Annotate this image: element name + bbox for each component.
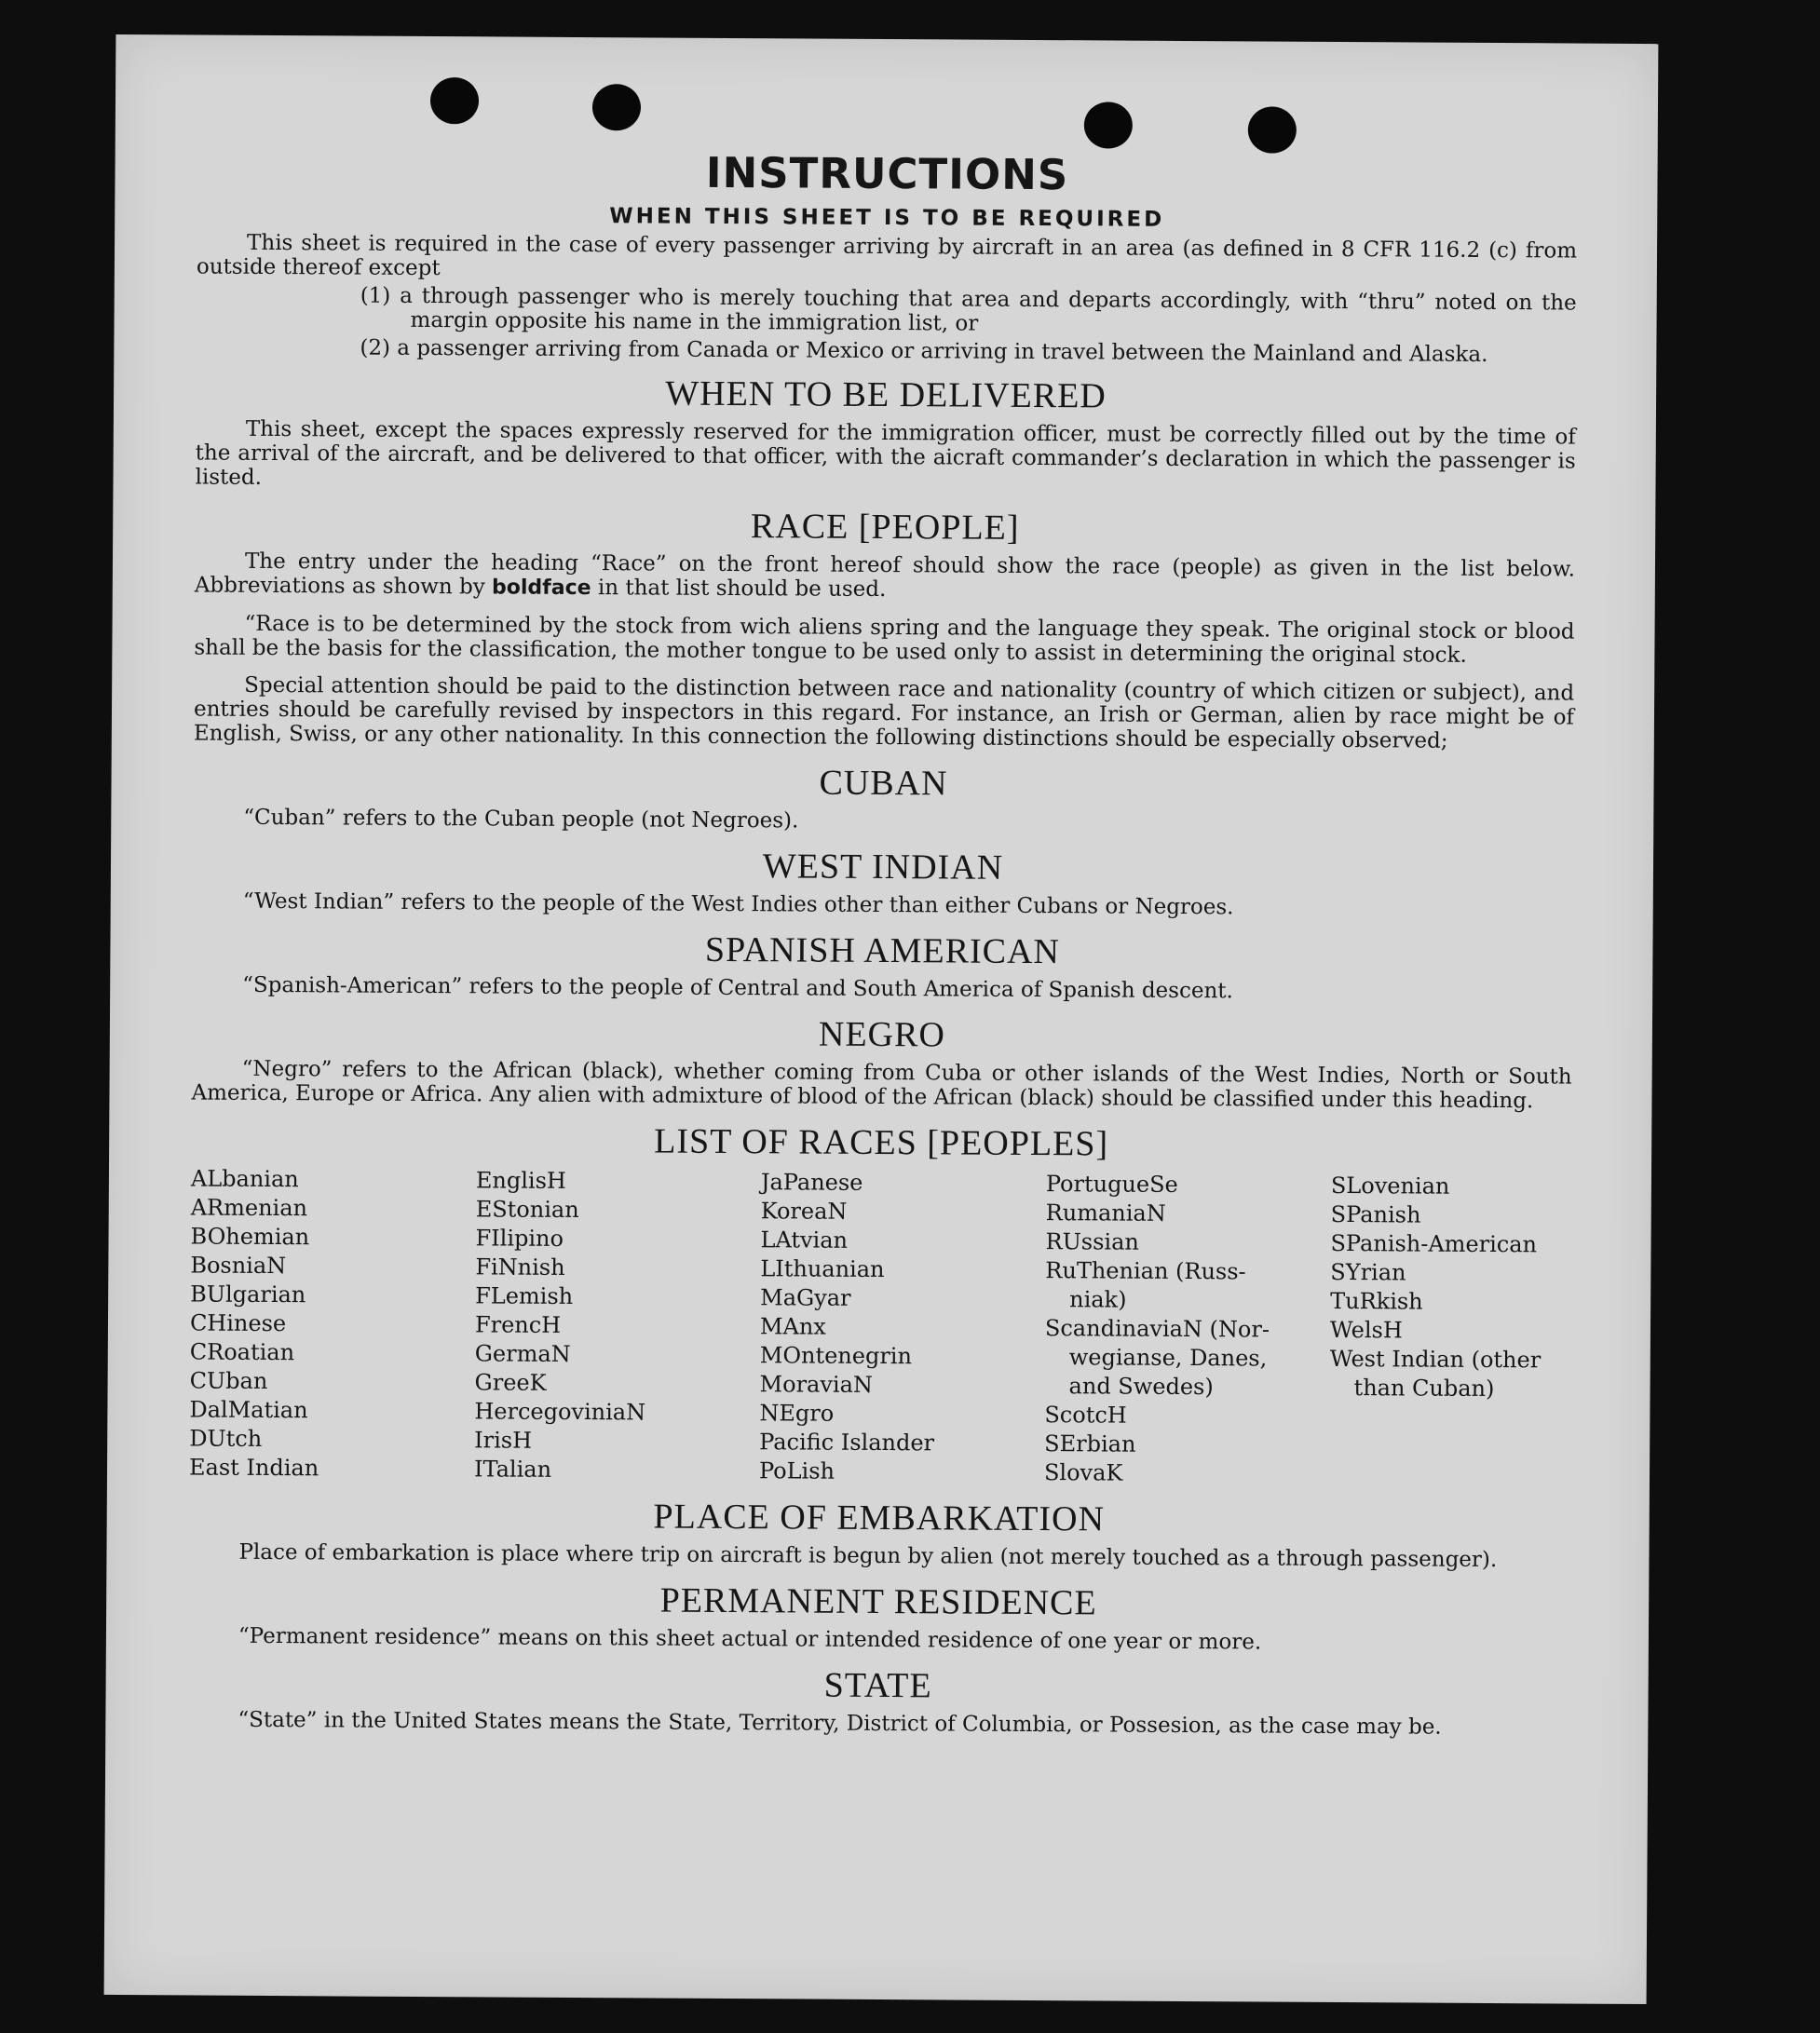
races-column [1329, 1172, 1571, 1491]
paragraph [195, 549, 1575, 606]
race-item: GermaN [474, 1340, 571, 1367]
race-item: RUssian [1045, 1228, 1140, 1255]
paragraph: “Spanish-American” refers to the people of Central and South America of Spanish descent. [242, 972, 1233, 1004]
race-item: MoraviaN [759, 1371, 874, 1398]
section-heading: PERMANENT RESIDENCE [659, 1580, 1097, 1623]
race-item: SPanish [1330, 1200, 1421, 1228]
race-item: FLemish [475, 1282, 574, 1309]
race-item: ITalian [473, 1456, 552, 1483]
race-item: GreeK [474, 1369, 547, 1396]
race-item: HercegoviniaN [474, 1398, 646, 1426]
punch-hole [430, 77, 479, 124]
race-item: SErbian [1044, 1430, 1136, 1457]
section-heading: STATE [823, 1665, 932, 1706]
race-item: RuThenian (Russ- [1045, 1257, 1246, 1285]
races-column [189, 1164, 476, 1484]
race-item: LAtvian [760, 1227, 849, 1254]
race-item: NEgro [759, 1400, 835, 1427]
race-item: TuRkish [1330, 1287, 1423, 1315]
punch-hole [1084, 102, 1133, 148]
document-page [104, 34, 1659, 2004]
section-heading: SPANISH AMERICAN [704, 929, 1061, 972]
section-heading: RACE [PEOPLE] [750, 507, 1020, 548]
races-column [474, 1166, 761, 1485]
race-item: than Cuban) [1353, 1375, 1495, 1403]
race-item: EnglisH [475, 1167, 566, 1194]
document-body [187, 146, 1577, 1753]
race-item: MaGyar [760, 1284, 851, 1311]
race-item: BUlgarian [190, 1281, 306, 1308]
section-heading: WEST INDIAN [762, 847, 1004, 888]
punch-hole [592, 84, 641, 130]
race-item: IrisH [474, 1427, 533, 1454]
section-heading: NEGRO [818, 1014, 945, 1055]
race-item: CUban [189, 1367, 268, 1394]
race-item: FiNnish [475, 1254, 565, 1281]
races-column [1044, 1170, 1331, 1489]
boldface-word: boldface [491, 576, 591, 601]
race-item: ScotcH [1044, 1402, 1127, 1429]
paragraph: This sheet, except the spaces expressly reserved for the immigration officer, must be correctly filled out by the time of the arrival of the aircraft, and be delivered to that officer, with the aicraft commander’s declaration in which the passenger is listed. [195, 416, 1576, 490]
paragraph: “Permanent residence” means on this sheet actual or intended residence of one year or more. [238, 1623, 1262, 1655]
race-item: East Indian [188, 1454, 319, 1482]
paragraph: “Negro” refers to the African (black), whether coming from Cuba or other islands of the West Indies, North or South America, Europe or Africa. Any alien with admixture of blood of the African (black) should be classified under this heading. [191, 1056, 1572, 1114]
page-title: INSTRUCTIONS [705, 147, 1069, 200]
list-item: (2) a passenger arriving from Canada or Mexico or arriving in travel between the Mainland and Alaska. [360, 335, 1488, 367]
race-item: SPanish-American [1330, 1229, 1538, 1258]
section-heading: WHEN THIS SHEET IS TO BE REQUIRED [609, 204, 1165, 232]
race-item: ALbanian [190, 1165, 299, 1193]
race-item: LIthuanian [760, 1255, 885, 1283]
paragraph: “Race is to be determined by the stock from wich aliens spring and the language they speak. The original stock or blood shall be the basis for the classification, the mother tongue to be used only to assist in determining the original stock. [194, 611, 1575, 668]
text-run: The entry under the heading “Race” on the front hereof should show the race (people) as given in the list below. Abbreviations as shown by [194, 549, 1576, 600]
section-heading: CUBAN [819, 763, 948, 804]
race-item: West Indian (other [1329, 1345, 1542, 1374]
race-item: FIlipino [475, 1225, 564, 1252]
list-item: (1) a through passenger who is merely touching that area and departs accordingly, with “thru” noted on the margin opposite his name in the immigration list, or [360, 283, 1577, 336]
race-item: wegianse, Danes, [1068, 1344, 1268, 1372]
race-item: MOntenegrin [759, 1342, 913, 1370]
paragraph: This sheet is required in the case of every passenger arriving by aircraft in an area (as defined in 8 CFR 116.2 (c) from outside thereof except [196, 230, 1578, 281]
paragraph: “State” in the United States means the State, Territory, District of Columbia, or Possesion, as the case may be. [238, 1707, 1442, 1740]
race-item: ARmenian [190, 1194, 308, 1222]
race-item: Pacific Islander [759, 1429, 935, 1457]
race-item: BOhemian [190, 1223, 310, 1251]
paragraph: Place of embarkation is place where trip on aircraft is begun by alien (not merely touched as a through passenger). [238, 1539, 1498, 1573]
race-item: WelsH [1329, 1316, 1403, 1344]
section-heading: PLACE OF EMBARKATION [653, 1497, 1106, 1539]
race-item: RumaniaN [1045, 1199, 1166, 1227]
race-item: PortugueSe [1045, 1171, 1178, 1198]
race-item: DUtch [189, 1425, 263, 1452]
race-item: CRoatian [189, 1338, 295, 1366]
text-run: in that list should be used. [591, 576, 887, 603]
race-item: CHinese [189, 1309, 287, 1337]
paragraph: “West Indian” refers to the people of the West Indies other than either Cubans or Negroes. [242, 888, 1234, 920]
races-list [189, 1164, 1571, 1490]
race-item: ScandinaviaN (Nor- [1044, 1315, 1270, 1343]
race-item: EStonian [475, 1196, 579, 1224]
section-heading: LIST OF RACES [PEOPLES] [654, 1121, 1109, 1164]
race-item: FrencH [474, 1311, 562, 1338]
races-column [759, 1168, 1046, 1487]
race-item: niak) [1069, 1286, 1127, 1313]
race-item: BosniaN [190, 1252, 287, 1280]
race-item: SlovaK [1043, 1459, 1123, 1486]
race-item: MAnx [759, 1313, 826, 1340]
race-item: KoreaN [760, 1198, 848, 1225]
race-item: SYrian [1330, 1258, 1406, 1286]
race-item: PoLish [758, 1457, 835, 1484]
race-item: DalMatian [189, 1396, 308, 1424]
race-item: JaPanese [760, 1169, 863, 1196]
section-heading: WHEN TO BE DELIVERED [665, 373, 1107, 416]
race-item: SLovenian [1330, 1172, 1450, 1199]
punch-hole [1248, 106, 1297, 153]
race-item: and Swedes) [1068, 1373, 1214, 1401]
paragraph: “Cuban” refers to the Cuban people (not Negroes). [243, 805, 799, 834]
paragraph: Special attention should be paid to the distinction between race and nationality (country of which citizen or subject), and entries should be carefully revised by inspectors in this regard. For instance, an Irish or German, alien by race might be of English, Swiss, or any other nationality. In this connection the following distinctions should be especially observed; [193, 672, 1575, 753]
